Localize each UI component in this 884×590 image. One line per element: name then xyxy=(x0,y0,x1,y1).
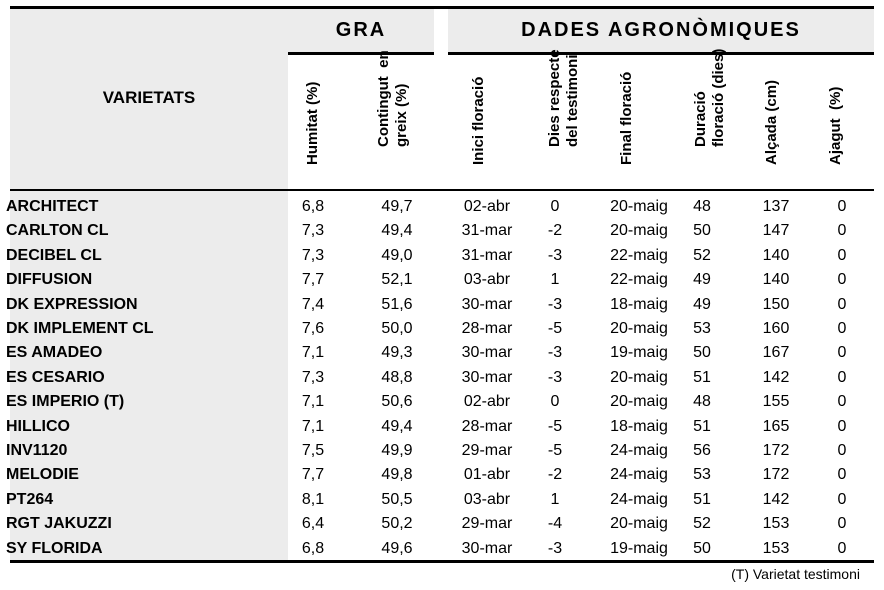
cell-humitat: 7,4 xyxy=(301,295,325,313)
cell-greix: 49,9 xyxy=(381,442,413,459)
cell-duracio: 50 xyxy=(693,344,711,362)
cell-greix: 50,2 xyxy=(381,515,413,533)
cell-alcada: 150 xyxy=(762,295,790,313)
cell-duracio: 48 xyxy=(693,393,711,411)
cell-ajagut: 0 xyxy=(837,271,847,289)
cell-humitat: 7,1 xyxy=(301,344,325,362)
cell-dies: -3 xyxy=(547,344,563,362)
footnote: (T) Varietat testimoni xyxy=(731,566,860,582)
cell-humitat: 6,8 xyxy=(301,539,325,557)
cell-name: HILLICO xyxy=(6,417,70,435)
cell-final: 18-maig xyxy=(610,295,668,313)
cell-ajagut: 0 xyxy=(837,198,847,215)
cell-duracio: 53 xyxy=(693,320,711,337)
cell-alcada: 165 xyxy=(762,417,790,435)
table-row xyxy=(6,244,874,268)
cell-name: DK EXPRESSION xyxy=(6,295,138,313)
cell-name: ES AMADEO xyxy=(6,344,103,362)
cell-inici: 01-abr xyxy=(463,466,511,484)
group-title-gra: GRA xyxy=(335,19,387,41)
cell-alcada: 142 xyxy=(762,368,790,386)
cell-dies: 1 xyxy=(550,271,560,289)
cell-alcada: 140 xyxy=(762,246,790,264)
cell-duracio: 51 xyxy=(693,417,711,435)
cell-alcada: 142 xyxy=(762,490,790,508)
cell-greix: 48,8 xyxy=(381,368,413,386)
table-row xyxy=(6,488,874,512)
cell-humitat: 7,3 xyxy=(301,222,325,240)
cell-humitat: 7,5 xyxy=(301,442,325,459)
cell-ajagut: 0 xyxy=(837,344,847,362)
cell-dies: -5 xyxy=(547,417,563,435)
cell-humitat: 7,3 xyxy=(301,246,325,264)
col-header-inici xyxy=(448,55,510,185)
cell-final: 20-maig xyxy=(610,198,668,215)
cell-greix: 52,1 xyxy=(381,271,413,289)
cell-dies: 0 xyxy=(550,198,560,215)
cell-humitat: 7,1 xyxy=(301,417,325,435)
cell-alcada: 172 xyxy=(762,466,790,484)
col-header-humitat-text: Humitat (%) xyxy=(304,81,321,165)
cell-greix: 50,5 xyxy=(381,490,413,508)
cell-dies: 0 xyxy=(550,393,560,411)
cell-final: 24-maig xyxy=(610,442,668,459)
cell-ajagut: 0 xyxy=(837,539,847,557)
cell-inici: 28-mar xyxy=(461,320,513,337)
cell-dies: -3 xyxy=(547,295,563,313)
col-header-final-text: Final floració xyxy=(618,71,635,165)
col-header-final xyxy=(602,55,652,185)
table-row xyxy=(6,366,874,390)
cell-name: INV1120 xyxy=(6,442,68,459)
cell-duracio: 52 xyxy=(693,246,711,264)
table-row xyxy=(6,415,874,439)
cell-final: 20-maig xyxy=(610,320,668,337)
cell-inici: 30-mar xyxy=(461,295,513,313)
cell-duracio: 49 xyxy=(693,271,711,289)
col-header-dies xyxy=(528,49,600,185)
table-row xyxy=(6,512,874,536)
cell-ajagut: 0 xyxy=(837,320,847,337)
cell-ajagut: 0 xyxy=(837,490,847,508)
col-header-contingut xyxy=(352,50,434,185)
cell-duracio: 50 xyxy=(693,539,711,557)
table-row xyxy=(6,390,874,414)
cell-duracio: 49 xyxy=(693,295,711,313)
col-header-alcada xyxy=(752,55,792,185)
cell-humitat: 7,7 xyxy=(301,271,325,289)
cell-humitat: 7,1 xyxy=(301,393,325,411)
cell-inici: 30-mar xyxy=(461,539,513,557)
cell-inici: 03-abr xyxy=(463,490,511,508)
cell-duracio: 56 xyxy=(693,442,711,459)
cell-duracio: 50 xyxy=(693,222,711,240)
cell-greix: 49,4 xyxy=(381,417,413,435)
col-header-inici-text: Inici floració xyxy=(470,76,487,165)
cell-inici: 29-mar xyxy=(461,442,513,459)
cell-final: 19-maig xyxy=(610,539,668,557)
top-rule xyxy=(10,6,874,9)
cell-inici: 29-mar xyxy=(461,515,513,533)
cell-final: 24-maig xyxy=(610,466,668,484)
cell-inici: 02-abr xyxy=(463,393,511,411)
cell-inici: 31-mar xyxy=(461,222,513,240)
cell-name: MELODIE xyxy=(6,466,79,484)
cell-greix: 49,6 xyxy=(381,539,413,557)
cell-dies: -3 xyxy=(547,368,563,386)
table-row xyxy=(6,317,874,341)
col-header-ajagut-text: Ajagut (%) xyxy=(827,86,844,165)
cell-duracio: 51 xyxy=(693,368,711,386)
header-rule xyxy=(10,189,874,191)
cell-name: ARCHITECT xyxy=(6,198,99,215)
cell-inici: 02-abr xyxy=(463,198,511,215)
table-row xyxy=(6,341,874,365)
group-title-dades: DADES AGRONÒMIQUES xyxy=(521,19,801,41)
cell-greix: 49,8 xyxy=(381,466,413,484)
cell-name: PT264 xyxy=(6,490,54,508)
table-row xyxy=(6,463,874,487)
cell-duracio: 51 xyxy=(693,490,711,508)
cell-inici: 28-mar xyxy=(461,417,513,435)
cell-duracio: 53 xyxy=(693,466,711,484)
cell-final: 20-maig xyxy=(610,368,668,386)
cell-greix: 50,0 xyxy=(381,320,413,337)
cell-name: SY FLORIDA xyxy=(6,539,103,557)
cell-alcada: 137 xyxy=(762,198,790,215)
cell-duracio: 48 xyxy=(693,198,711,215)
cell-greix: 51,6 xyxy=(381,295,413,313)
cell-final: 24-maig xyxy=(610,490,668,508)
cell-ajagut: 0 xyxy=(837,515,847,533)
cell-name: CARLTON CL xyxy=(6,222,109,240)
cell-alcada: 172 xyxy=(762,442,790,459)
cell-alcada: 167 xyxy=(762,344,790,362)
cell-inici: 30-mar xyxy=(461,344,513,362)
cell-final: 22-maig xyxy=(610,271,668,289)
cell-final: 18-maig xyxy=(610,417,668,435)
cell-duracio: 52 xyxy=(693,515,711,533)
varietats-header: VARIETATS xyxy=(102,88,196,107)
col-header-duracio-text: Duració floració (dies) xyxy=(692,48,727,147)
cell-humitat: 7,6 xyxy=(301,320,325,337)
cell-final: 19-maig xyxy=(610,344,668,362)
cell-ajagut: 0 xyxy=(837,246,847,264)
cell-greix: 49,0 xyxy=(381,246,413,264)
cell-greix: 49,4 xyxy=(381,222,413,240)
cell-dies: -2 xyxy=(547,222,563,240)
cell-alcada: 147 xyxy=(762,222,790,240)
cell-humitat: 6,8 xyxy=(301,198,325,215)
cell-humitat: 8,1 xyxy=(301,490,325,508)
cell-humitat: 7,7 xyxy=(301,466,325,484)
cell-dies: -3 xyxy=(547,246,563,264)
cell-inici: 30-mar xyxy=(461,368,513,386)
col-header-alcada-text: Alçada (cm) xyxy=(763,79,780,165)
cell-alcada: 140 xyxy=(762,271,790,289)
cell-dies: -3 xyxy=(547,539,563,557)
col-header-ajagut xyxy=(816,55,856,185)
cell-ajagut: 0 xyxy=(837,442,847,459)
col-header-duracio xyxy=(676,48,744,185)
cell-greix: 49,3 xyxy=(381,344,413,362)
cell-dies: -4 xyxy=(547,515,563,533)
cell-name: ES IMPERIO (T) xyxy=(6,393,125,411)
cell-dies: -5 xyxy=(547,442,563,459)
cell-ajagut: 0 xyxy=(837,417,847,435)
cell-ajagut: 0 xyxy=(837,222,847,240)
table-row xyxy=(6,537,874,561)
cell-alcada: 155 xyxy=(762,393,790,411)
table-row xyxy=(6,439,874,463)
cell-alcada: 153 xyxy=(762,539,790,557)
cell-ajagut: 0 xyxy=(837,393,847,411)
cell-name: DECIBEL CL xyxy=(6,246,102,264)
cell-final: 20-maig xyxy=(610,393,668,411)
cell-dies: 1 xyxy=(550,490,560,508)
col-header-contingut-text: Contingut en greix (%) xyxy=(375,50,410,147)
cell-name: RGT JAKUZZI xyxy=(6,515,112,533)
cell-ajagut: 0 xyxy=(837,466,847,484)
table-row xyxy=(6,293,874,317)
cell-name: DIFFUSION xyxy=(6,271,93,289)
cell-alcada: 153 xyxy=(762,515,790,533)
table-row xyxy=(6,219,874,243)
cell-final: 20-maig xyxy=(610,515,668,533)
cell-alcada: 160 xyxy=(762,320,790,337)
cell-humitat: 7,3 xyxy=(301,368,325,386)
table-row xyxy=(6,195,874,219)
cell-name: DK IMPLEMENT CL xyxy=(6,320,154,337)
table-row xyxy=(6,268,874,292)
cell-inici: 03-abr xyxy=(463,271,511,289)
cell-inici: 31-mar xyxy=(461,246,513,264)
cell-final: 22-maig xyxy=(610,246,668,264)
cell-ajagut: 0 xyxy=(837,368,847,386)
cell-humitat: 6,4 xyxy=(301,515,325,533)
cell-greix: 49,7 xyxy=(381,198,413,215)
cell-ajagut: 0 xyxy=(837,295,847,313)
cell-greix: 50,6 xyxy=(381,393,413,411)
col-header-dies-text: Dies respecte del testimoni xyxy=(546,49,581,147)
cell-final: 20-maig xyxy=(610,222,668,240)
col-header-humitat xyxy=(288,55,338,185)
cell-dies: -5 xyxy=(547,320,563,337)
dades-underline xyxy=(448,52,874,55)
cell-dies: -2 xyxy=(547,466,563,484)
cell-name: ES CESARIO xyxy=(6,368,105,386)
